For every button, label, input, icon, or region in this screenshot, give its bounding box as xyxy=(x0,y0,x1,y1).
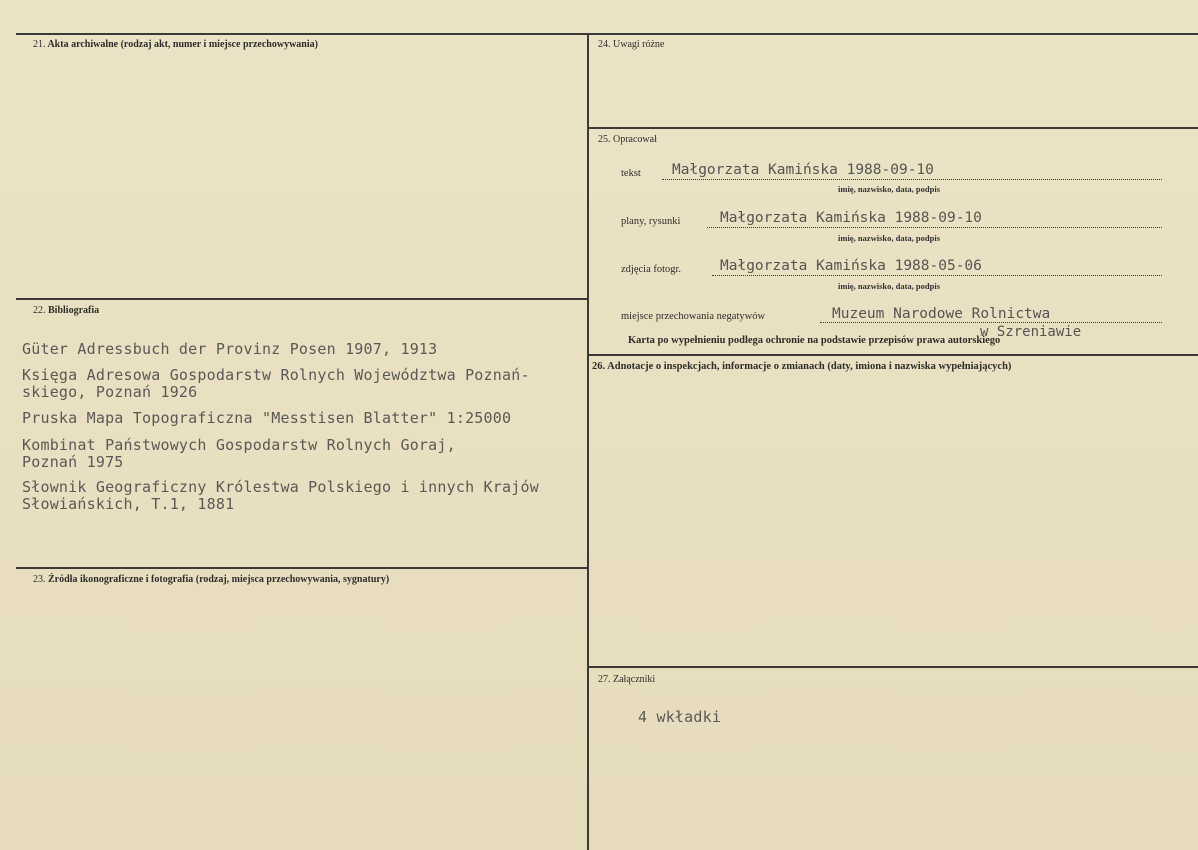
section-26-heading xyxy=(592,361,1011,372)
bibliography-entry: Słownik Geograficzny Królestwa Polskiego i innych Krajów Słowiańskich, T.1, 1881 xyxy=(22,478,539,513)
section-27-number: 27. xyxy=(598,674,611,685)
divider-21-22 xyxy=(16,298,587,300)
drawings-author-hint: imię, nazwisko, data, podpis xyxy=(838,233,941,243)
section-25-number: 25. xyxy=(598,134,611,145)
section-23-title: Źródła ikonograficzne i fotografia (rodzaj, miejsca przechowywania, sygnatury) xyxy=(48,574,390,585)
section-26-title: Adnotacje o inspekcjach, informacje o zmianach (daty, imiona i nazwiska wypełniających) xyxy=(607,361,1012,372)
divider-25-26 xyxy=(589,354,1198,356)
section-21-title: Akta archiwalne (rodzaj akt, numer i miejsce przechowywania) xyxy=(47,39,318,50)
section-27-heading xyxy=(598,674,655,685)
text-author-line xyxy=(662,179,1162,180)
text-author-label: tekst xyxy=(621,168,641,179)
drawings-author-label: plany, rysunki xyxy=(621,216,681,227)
bibliography-entry: Kombinat Państwowych Gospodarstw Rolnych Goraj, Poznań 1975 xyxy=(22,436,456,471)
section-27-title: Załączniki xyxy=(613,674,656,685)
negatives-value-line2: w Szreniawie xyxy=(980,324,1082,340)
section-25-title: Opracował xyxy=(613,134,657,145)
text-author-hint: imię, nazwisko, data, podpis xyxy=(838,184,941,194)
photos-author-line xyxy=(712,275,1162,276)
section-21-heading xyxy=(33,39,318,50)
copyright-protection-note: Karta po wypełnieniu podlega ochronie na podstawie przepisów prawa autorskiego xyxy=(628,335,1001,346)
negatives-line xyxy=(820,322,1162,323)
divider-24-25 xyxy=(589,127,1198,129)
section-24-heading xyxy=(598,39,664,50)
bibliography-entry: Güter Adressbuch der Provinz Posen 1907, 1913 xyxy=(22,340,438,358)
center-divider xyxy=(587,33,589,850)
divider-22-23 xyxy=(16,567,587,569)
section-23-heading xyxy=(33,574,389,585)
section-24-title: Uwagi różne xyxy=(613,39,665,50)
section-23-number: 23. xyxy=(33,574,46,585)
photos-author-value: Małgorzata Kamińska 1988-05-06 xyxy=(720,258,982,274)
bibliography-entry: Pruska Mapa Topograficzna "Messtisen Blatter" 1:25000 xyxy=(22,409,512,427)
photos-author-label: zdjęcia fotogr. xyxy=(621,264,682,275)
bibliography-entry: Księga Adresowa Gospodarstw Rolnych Województwa Poznań- skiego, Poznań 1926 xyxy=(22,366,530,401)
text-author-value: Małgorzata Kamińska 1988-09-10 xyxy=(672,162,934,178)
photos-author-hint: imię, nazwisko, data, podpis xyxy=(838,281,941,291)
section-21-number: 21. xyxy=(33,39,46,50)
attachments-value: 4 wkładki xyxy=(638,708,722,726)
top-border-line xyxy=(16,33,1198,35)
drawings-author-value: Małgorzata Kamińska 1988-09-10 xyxy=(720,210,982,226)
section-22-heading xyxy=(33,305,99,316)
section-22-title: Bibliografia xyxy=(48,305,100,316)
negatives-label: miejsce przechowania negatywów xyxy=(621,311,766,322)
section-22-number: 22. xyxy=(33,305,46,316)
section-25-heading xyxy=(598,134,657,145)
section-24-number: 24. xyxy=(598,39,611,50)
negatives-value: Muzeum Narodowe Rolnictwa xyxy=(832,306,1051,322)
drawings-author-line xyxy=(707,227,1162,228)
section-26-number: 26. xyxy=(592,361,606,372)
divider-26-27 xyxy=(589,666,1198,668)
